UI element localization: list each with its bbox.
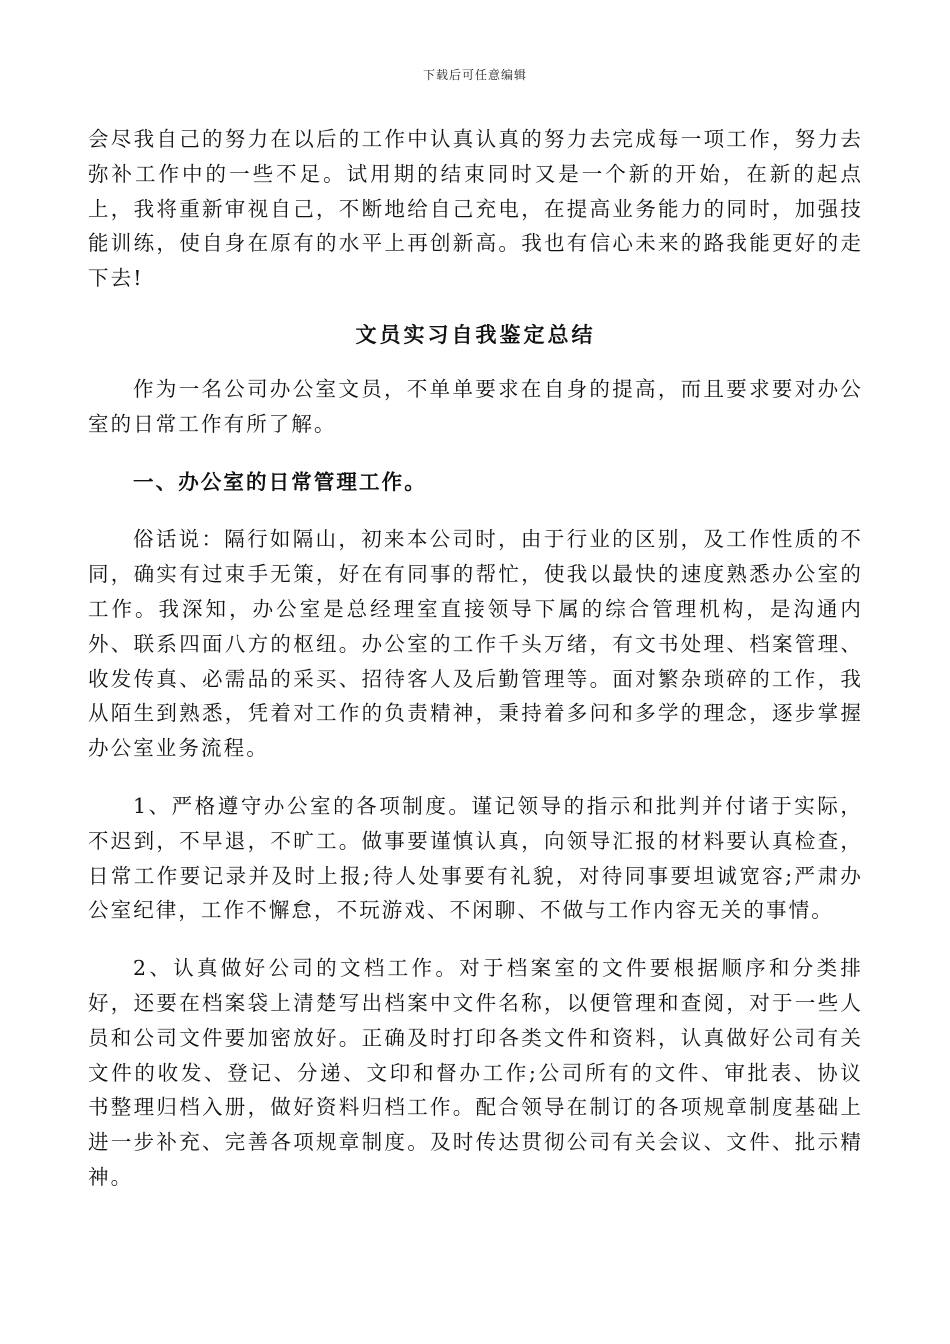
document-title: 文员实习自我鉴定总结 — [355, 321, 596, 347]
opening-paragraph: 作为一名公司办公室文员，不单单要求在自身的提高，而且要求要对办公室的日常工作有所了解。 — [88, 376, 863, 436]
intro-paragraph: 会尽我自己的努力在以后的工作中认真认真的努力去完成每一项工作，努力去弥补工作中的一些不足。试用期的结束同时又是一个新的开始，在新的起点上，我将重新审视自己，不断地给自己充电，在提高业务能力的同时，加强技能训练，使自身在原有的水平上再创新高。我也有信心未来的路我能更好的走下去! — [88, 127, 863, 291]
section-paragraph: 俗话说：隔行如隔山，初来本公司时，由于行业的区别，及工作性质的不同，确实有过束手无策，好在有同事的帮忙，使我以最快的速度熟悉办公室的工作。我深知，办公室是总经理室直接领导下属的综合管理机构，是沟通内外、联系四面八方的枢纽。办公室的工作千头万绪，有文书处理、档案管理、收发传真、必需品的采买、招待客人及后勤管理等。面对繁杂琐碎的工作，我从陌生到熟悉，凭着对工作的负责精神，秉持着多问和多学的理念，逐步掌握办公室业务流程。 — [88, 527, 863, 761]
item-1-paragraph: 1、严格遵守办公室的各项制度。谨记领导的指示和批判并付诸于实际，不迟到，不早退，不旷工。做事要谨慎认真，向领导汇报的材料要认真检查，日常工作要记录并及时上报;待人处事要有礼貌，对待同事要坦诚宽容;严肃办公室纪律，工作不懈怠，不玩游戏、不闲聊、不做与工作内容无关的事情。 — [88, 793, 863, 923]
document-body — [88, 122, 863, 1195]
item-2-paragraph: 2、认真做好公司的文档工作。对于档案室的文件要根据顺序和分类排好，还要在档案袋上清楚写出档案中文件名称，以便管理和查阅，对于一些人员和公司文件要加密放好。正确及时打印各类文件和资料，认真做好公司有关文件的收发、登记、分递、文印和督办工作;公司所有的文件、审批表、协议书整理归档入册，做好资料归档工作。配合领导在制订的各项规章制度基础上进一步补充、完善各项规章制度。及时传达贯彻公司有关会议、文件、批示精神。 — [88, 956, 863, 1189]
header-note: 下载后可任意编辑 — [422, 68, 527, 82]
section-heading: 一、办公室的日常管理工作。 — [133, 469, 427, 494]
